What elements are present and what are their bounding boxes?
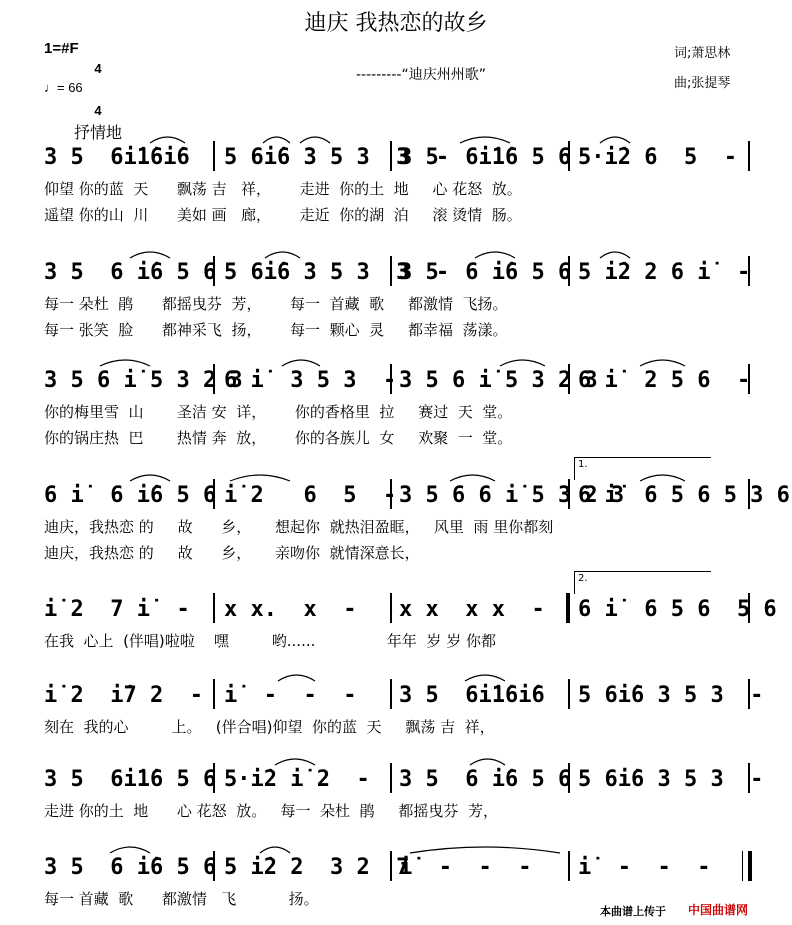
measure-notes: 5·i̇2 i̇ 2 - [224,767,370,792]
slur-arc [460,137,510,143]
measure-notes: 5 6i̇6 3 5 3 3 - [224,260,450,285]
composer-credit: 曲;张提琴 [674,76,731,91]
lyric-line: 走进 你的土 地 心 花怒 放。 每一 朵杜 鹃 都摇曳芬 芳， [44,802,498,820]
measure-notes: 3 5 6 i̇6 5 6 [44,855,217,880]
lyricist-credit: 词;萧思林 [674,46,731,61]
measure-notes: 5 i̇2 2 6 i̇ - [578,260,751,285]
time-signature-bottom: 4 [94,103,102,118]
slur-arc [475,252,515,258]
measure-notes: 5 6i̇6 3 5 3 3 - [224,145,450,170]
slur-arc [600,137,630,143]
slur-arc [260,847,290,853]
measure-notes: 6 i̇ 3 5 3 - [224,368,397,393]
slur-arc [130,252,170,258]
lyric-line: 遥望 你的山 川 美如 画 廊， 走近 你的湖 泊 滚 烫情 肠。 [44,206,522,224]
slur-arc [450,475,495,481]
lyric-line: 刻在 我的心 上。 (伴合唱)仰望 你的蓝 天 飘荡 吉 祥， [44,718,495,736]
slur-arc [278,675,315,681]
slur-arc [300,137,330,143]
measure-notes: 6 i̇ 6 5 6 5 6 [578,597,777,622]
measure-notes: 3 5 6i̇1̇6 5 6 [399,145,572,170]
volta-number: 2. [578,573,588,584]
lyric-line: 每一 朵杜 鹃 都摇曳芬 芳， 每一 首藏 歌 都激情 飞扬。 [44,295,508,313]
slur-arc [600,252,630,258]
lyric-line: 每一 首藏 歌 都激情 飞 扬。 [44,890,319,908]
slur-arc [110,847,150,853]
slur-arc [640,360,685,366]
measure-notes: i̇ 2 i̇7 2 - [44,683,203,708]
measure-notes: 5 6i̇6 3 5 3 - [578,767,764,792]
slur-arc [100,360,150,366]
slur-arc [500,360,545,366]
measure-notes: 6 i̇ 6 5 6 5 3 6 [578,483,790,508]
measure-notes: 5 6i̇6 3 5 3 - [578,683,764,708]
measure-notes: 3 5 6 i̇ 5 3 2 3 [44,368,243,393]
measure-notes: i̇ 2 6 5 - [224,483,397,508]
slur-arc [150,137,185,143]
measure-notes: 3 5 6 6 i̇ 5 3 2 3 [399,483,625,508]
lyric-line: 你的锅庄热 巴 热情 奔 放， 你的各族儿 女 欢聚 一 堂。 [44,429,513,447]
volta-number: 1. [578,459,588,470]
lyric-line: 在我 心上 (伴唱)啦啦 嘿 哟...... 年年 岁 岁 你都 [44,632,496,650]
measure-notes: 3 5 6i̇1̇6i̇6 [44,145,190,170]
lyric-line: 仰望 你的蓝 天 飘荡 吉 祥， 走进 你的土 地 心 花怒 放。 [44,180,522,198]
slur-arc [282,360,320,366]
measure-notes: 5 i̇2 2 3 2 7 [224,855,410,880]
measure-notes: i̇ - - - [578,855,711,880]
measure-notes: 3 5 6 i̇6 5 6 [399,767,572,792]
song-title: 迪庆 我热恋的故乡 [304,11,488,36]
subtitle: ---------“迪庆州州歌” [356,67,486,83]
measure-notes: 3 5 6 i̇6 5 6 [399,260,572,285]
lyric-line: 你的梅里雪 山 圣洁 安 详， 你的香格里 拉 赛过 天 堂。 [44,403,513,421]
site-logo: 中国曲谱网 [688,903,749,917]
key-signature: 1=#F [44,40,79,57]
expression-marking: 抒情地 [74,123,123,142]
slur-arc [275,759,315,765]
lyric-line: 迪庆，我热恋 的 故 乡， 亲吻你 就情深意长， [44,544,420,562]
upload-note: 本曲谱上传于 [600,905,666,918]
slur-arc [410,847,560,853]
measure-notes: i̇ - - - [399,855,532,880]
slur-arc [470,759,505,765]
measure-notes: 6 i̇ 2 5 6 - [578,368,751,393]
measure-notes: i̇ 2 7 i̇ - [44,597,190,622]
measure-notes: 3 5 6 i̇6 5 6 [44,260,217,285]
lyric-line: 迪庆，我热恋 的 故 乡， 想起你 就热泪盈眶， 风里 雨 里你都刻 [44,518,554,536]
time-signature-top: 4 [94,61,102,76]
measure-notes: 3 5 6i̇1̇6i̇6 [399,683,545,708]
lyric-line: 每一 张笑 脸 都神采飞 扬， 每一 颗心 灵 都幸福 荡漾。 [44,321,508,339]
measure-notes: 5·i̇2 6 5 - [578,145,737,170]
slur-arc [640,475,685,481]
tempo-marking: ♩= 66 [44,80,83,95]
measure-notes: x x. x - [224,597,357,622]
slur-arc [130,475,170,481]
slur-arc [230,475,290,481]
measure-notes: 3 5 6i̇1̇6 5 6 [44,767,217,792]
slur-arc [465,675,505,681]
measure-notes: x x x x - [399,597,545,622]
measure-notes: 3 5 6 i̇ 5 3 2 3 [399,368,598,393]
slur-arc [265,252,300,258]
slur-arc [263,137,290,143]
measure-notes: i̇ - - - [224,683,357,708]
measure-notes: 6 i̇ 6 i̇6 5 6 [44,483,217,508]
